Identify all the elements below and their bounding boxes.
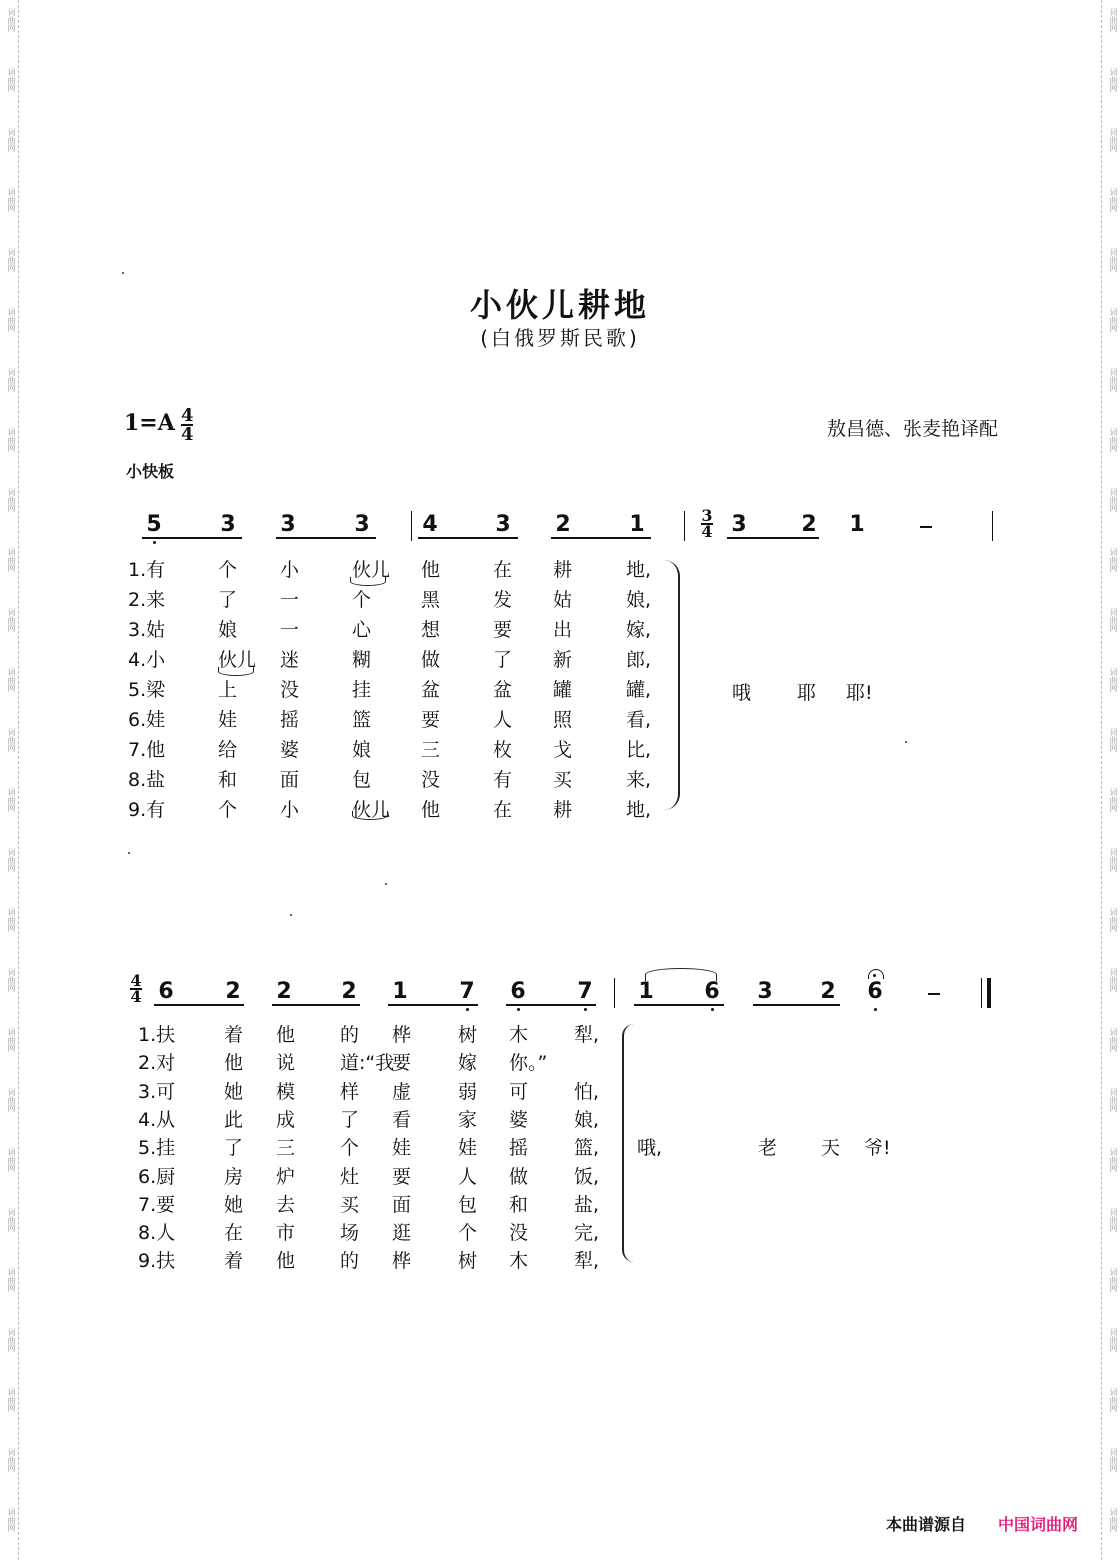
lyric-syllable: 摇 xyxy=(509,1137,529,1160)
lyric-syllable: 盆 xyxy=(421,679,441,701)
lyric-syllable: 木 xyxy=(509,1250,529,1273)
lyric-syllable: 地, xyxy=(626,799,652,821)
lyric-syllable: 个 xyxy=(218,799,238,821)
watermark-text: 词曲网 xyxy=(1109,368,1118,392)
lyric-syllable: 姑 xyxy=(553,589,573,611)
lyric-syllable: 一 xyxy=(280,589,300,611)
beam xyxy=(272,1004,360,1006)
lyric-syllable: 没 xyxy=(421,769,441,791)
lyric-syllable: 他 xyxy=(276,1250,296,1273)
watermark-text: 词曲网 xyxy=(7,428,16,452)
lyric-syllable: 1.有 xyxy=(128,559,166,581)
watermark-text: 词曲网 xyxy=(7,608,16,632)
watermark-text: 词曲网 xyxy=(1109,488,1118,512)
lyric-syllable: 道:“我 xyxy=(340,1052,395,1075)
low-octave-dot xyxy=(874,1008,877,1011)
beam xyxy=(727,537,819,539)
lyric-syllable: 人 xyxy=(493,709,513,731)
lyric-syllable: 你。” xyxy=(509,1052,548,1075)
note: 6 xyxy=(158,979,174,1004)
lyric-syllable: 盐, xyxy=(574,1193,600,1216)
lyric-syllable: 摇 xyxy=(280,709,300,731)
lyric-syllable: 来, xyxy=(626,769,652,791)
lyric-syllable: 了 xyxy=(224,1137,244,1160)
watermark-text: 词曲网 xyxy=(1109,68,1118,92)
lyric-syllable: 要 xyxy=(421,709,441,731)
lyric-syllable: 4.从 xyxy=(138,1108,176,1131)
watermark-text: 词曲网 xyxy=(1109,308,1118,332)
watermark-text: 词曲网 xyxy=(7,728,16,752)
lyric-syllable: 娘 xyxy=(352,739,372,761)
lyric-syllable: 买 xyxy=(553,769,573,791)
lyric-syllable: 犁, xyxy=(574,1250,600,1273)
lyric-syllable: 耕 xyxy=(553,799,573,821)
lyric-syllable: 去 xyxy=(276,1193,296,1216)
lyric-syllable: 个 xyxy=(218,559,238,581)
lyric-syllable: 面 xyxy=(280,769,300,791)
lyric-syllable: 个 xyxy=(340,1137,360,1160)
watermark-text: 词曲网 xyxy=(1109,1208,1118,1232)
lyric-syllable: 要 xyxy=(392,1052,412,1075)
note: 2 xyxy=(341,979,357,1004)
watermark-text: 词曲网 xyxy=(1109,8,1118,32)
lyric-syllable: 了 xyxy=(340,1108,360,1131)
lyric-syllable: 盆 xyxy=(493,679,513,701)
time-sig-top: 3 xyxy=(701,506,713,525)
watermark-text: 词曲网 xyxy=(1109,1028,1118,1052)
lyric-syllable: 逛 xyxy=(392,1222,412,1245)
lyric-syllable: 他 xyxy=(276,1024,296,1046)
low-octave-dot xyxy=(711,1008,714,1011)
lyric-syllable: 1.扶 xyxy=(138,1024,176,1046)
watermark-text: 词曲网 xyxy=(7,488,16,512)
watermark-text: 词曲网 xyxy=(1109,548,1118,572)
lyric-syllable: 7.他 xyxy=(128,739,166,761)
lyric-syllable: 迷 xyxy=(280,649,300,671)
lyric-syllable: 家 xyxy=(458,1108,478,1131)
lyric-syllable: 包 xyxy=(352,769,372,791)
barline xyxy=(614,978,615,1008)
lyric-syllable: 弱 xyxy=(458,1080,478,1103)
watermark-text: 词曲网 xyxy=(1109,1328,1118,1352)
footer-source-label: 本曲谱源自 xyxy=(886,1515,967,1534)
note: 2 xyxy=(555,512,571,537)
time-sig-top: 4 xyxy=(130,971,142,990)
scan-speck xyxy=(122,272,124,274)
lyric-syllable: 嫁, xyxy=(626,619,652,641)
lyric-syllable: 说 xyxy=(276,1052,296,1075)
watermark-text: 词曲网 xyxy=(7,188,16,212)
lyric-syllable: 了 xyxy=(493,649,513,671)
note: 1 xyxy=(392,979,408,1004)
fermata-dot xyxy=(873,974,876,977)
lyric-syllable: 怕, xyxy=(574,1080,600,1103)
note: 6 xyxy=(867,979,883,1004)
lyric-syllable: 完, xyxy=(574,1222,600,1245)
watermark-text: 词曲网 xyxy=(1109,848,1118,872)
lyric-syllable: 3.姑 xyxy=(128,619,166,641)
barline xyxy=(411,511,412,541)
lyric-syllable: 炉 xyxy=(276,1165,296,1188)
lyric-syllable: 三 xyxy=(421,739,441,761)
lyric-syllable: 她 xyxy=(224,1193,244,1216)
tempo-marking: 小快板 xyxy=(126,462,175,481)
note: 3 xyxy=(220,512,236,537)
sustain-dash xyxy=(920,526,932,528)
note: 4 xyxy=(422,512,438,537)
lyric-syllable: 嫁 xyxy=(458,1052,478,1075)
lyric-syllable: 罐 xyxy=(553,679,573,701)
lyric-syllable: 他 xyxy=(224,1052,244,1075)
lyric-syllable: 树 xyxy=(458,1024,478,1046)
lyric-syllable: 2.来 xyxy=(128,589,166,611)
beam xyxy=(634,1004,724,1006)
note: 6 xyxy=(510,979,526,1004)
lyric-syllable: 9.有 xyxy=(128,799,166,821)
note: 2 xyxy=(801,512,817,537)
lyric-syllable: 犁, xyxy=(574,1024,600,1046)
time-sig-bottom: 4 xyxy=(181,424,194,445)
note: 1 xyxy=(849,512,865,537)
lyric-syllable: 娃 xyxy=(218,709,238,731)
lyric-syllable: 5.挂 xyxy=(138,1137,176,1160)
lyric-syllable: 和 xyxy=(218,769,238,791)
time-sig-top: 4 xyxy=(181,405,194,426)
watermark-text: 词曲网 xyxy=(7,1208,16,1232)
beam xyxy=(154,1004,244,1006)
lyric-syllable: 娘, xyxy=(626,589,652,611)
lyric-syllable: 在 xyxy=(493,559,513,581)
lyric-syllable: 小 xyxy=(280,799,300,821)
lyric-syllable: 了 xyxy=(218,589,238,611)
key-signature: 1=A xyxy=(124,410,175,436)
watermark-text: 词曲网 xyxy=(1109,248,1118,272)
lyric-syllable: 有 xyxy=(493,769,513,791)
lyric-syllable: 他 xyxy=(421,559,441,581)
watermark-text: 词曲网 xyxy=(1109,728,1118,752)
watermark-text: 词曲网 xyxy=(7,68,16,92)
lyric-syllable: 包 xyxy=(458,1193,478,1216)
beam xyxy=(142,537,242,539)
note: 3 xyxy=(731,512,747,537)
lyric-syllable: 买 xyxy=(340,1193,360,1216)
refrain-word: 爷! xyxy=(864,1137,891,1159)
watermark-text: 词曲网 xyxy=(7,1088,16,1112)
lyric-syllable: 发 xyxy=(493,589,513,611)
lyric-syllable: 此 xyxy=(224,1108,244,1131)
lyric-syllable: 郎, xyxy=(626,649,652,671)
lyric-syllable: 娃 xyxy=(458,1137,478,1160)
watermark-text: 词曲网 xyxy=(1109,1388,1118,1412)
scan-speck xyxy=(905,741,907,743)
lyric-syllable: 着 xyxy=(224,1250,244,1273)
note: 6 xyxy=(704,979,720,1004)
note: 2 xyxy=(225,979,241,1004)
watermark-text: 词曲网 xyxy=(7,1328,16,1352)
note: 3 xyxy=(354,512,370,537)
beam xyxy=(418,537,518,539)
lyric-syllable: 5.梁 xyxy=(128,679,166,701)
watermark-text: 词曲网 xyxy=(7,8,16,32)
watermark-text: 词曲网 xyxy=(1109,188,1118,212)
lyric-syllable: 8.人 xyxy=(138,1222,176,1245)
sustain-dash xyxy=(928,993,940,995)
note: 5 xyxy=(146,512,162,537)
lyric-syllable: 木 xyxy=(509,1024,529,1046)
barline xyxy=(684,511,685,541)
lyric-syllable: 篮 xyxy=(352,709,372,731)
lyric-syllable: 想 xyxy=(421,619,441,641)
watermark-text: 词曲网 xyxy=(7,1268,16,1292)
note: 2 xyxy=(276,979,292,1004)
watermark-text: 词曲网 xyxy=(1109,1268,1118,1292)
note: 2 xyxy=(820,979,836,1004)
song-title: 小伙儿耕地 xyxy=(469,286,650,324)
lyric-syllable: 8.盐 xyxy=(128,769,166,791)
watermark-text: 词曲网 xyxy=(1109,668,1118,692)
watermark-text: 词曲网 xyxy=(7,1148,16,1172)
lyric-syllable: 一 xyxy=(280,619,300,641)
scan-speck xyxy=(385,883,387,885)
low-octave-dot xyxy=(153,541,156,544)
lyric-syllable: 看 xyxy=(392,1108,412,1131)
lyric-syllable: 灶 xyxy=(340,1165,360,1188)
lyric-syllable: 模 xyxy=(276,1080,296,1103)
watermark-text: 词曲网 xyxy=(7,848,16,872)
lyric-syllable: 可 xyxy=(509,1080,529,1103)
note: 1 xyxy=(638,979,654,1004)
time-signature-initial xyxy=(181,407,194,443)
lyric-syllable: 桦 xyxy=(392,1024,412,1046)
lyric-syllable: 6.娃 xyxy=(128,709,166,731)
fermata-icon xyxy=(868,969,884,979)
lyric-syllable: 桦 xyxy=(392,1250,412,1273)
lyric-syllable: 篮, xyxy=(574,1137,600,1160)
watermark-text: 词曲网 xyxy=(7,368,16,392)
scan-speck xyxy=(290,914,292,916)
beam xyxy=(506,1004,596,1006)
lyric-syllable: 伙儿 xyxy=(352,559,391,581)
watermark-text: 词曲网 xyxy=(1109,608,1118,632)
verse-brace xyxy=(622,1024,634,1262)
lyric-syllable: 人 xyxy=(458,1165,478,1188)
watermark-text: 词曲网 xyxy=(1109,1148,1118,1172)
watermark-text: 词曲网 xyxy=(7,308,16,332)
note: 1 xyxy=(629,512,645,537)
lyric-syllable: 伙儿 xyxy=(352,799,391,821)
lyric-syllable: 着 xyxy=(224,1024,244,1046)
watermark-text: 词曲网 xyxy=(7,1388,16,1412)
lyric-syllable: 3.可 xyxy=(138,1080,176,1103)
lyric-syllable: 在 xyxy=(224,1222,244,1245)
lyric-syllable: 娃 xyxy=(392,1137,412,1160)
verse-brace xyxy=(664,560,680,810)
lyric-syllable: 面 xyxy=(392,1193,412,1216)
watermark-text: 词曲网 xyxy=(1109,128,1118,152)
lyric-syllable: 树 xyxy=(458,1250,478,1273)
lyric-syllable: 新 xyxy=(553,649,573,671)
low-octave-dot xyxy=(466,1008,469,1011)
time-signature-change xyxy=(701,506,713,541)
lyric-syllable: 在 xyxy=(493,799,513,821)
watermark-text: 词曲网 xyxy=(7,1508,16,1532)
lyric-syllable: 的 xyxy=(340,1024,360,1046)
beam xyxy=(551,537,651,539)
lyric-syllable: 7.要 xyxy=(138,1193,176,1216)
lyric-syllable: 心 xyxy=(352,619,372,641)
lyric-syllable: 房 xyxy=(224,1165,244,1188)
watermark-text: 词曲网 xyxy=(7,1448,16,1472)
time-sig-bottom: 4 xyxy=(130,987,142,1006)
lyric-syllable: 娘 xyxy=(218,619,238,641)
refrain-word: 老 xyxy=(758,1137,778,1159)
low-octave-dot xyxy=(584,1008,587,1011)
note: 3 xyxy=(495,512,511,537)
watermark-text: 词曲网 xyxy=(7,1028,16,1052)
lyric-syllable: 婆 xyxy=(509,1108,529,1131)
lyric-syllable: 照 xyxy=(553,709,573,731)
lyric-syllable: 9.扶 xyxy=(138,1250,176,1273)
note: 7 xyxy=(459,979,475,1004)
lyric-syllable: 做 xyxy=(509,1165,529,1188)
lyric-syllable: 他 xyxy=(421,799,441,821)
beam xyxy=(753,1004,840,1006)
note: 3 xyxy=(757,979,773,1004)
final-barline-thin xyxy=(981,978,982,1008)
watermark-text: 词曲网 xyxy=(1109,968,1118,992)
lyric-syllable: 婆 xyxy=(280,739,300,761)
left-watermark-strip xyxy=(0,0,19,1560)
lyric-syllable: 和 xyxy=(509,1193,529,1216)
lyric-syllable: 糊 xyxy=(352,649,372,671)
lyric-syllable: 她 xyxy=(224,1080,244,1103)
lyric-syllable: 饭, xyxy=(574,1165,600,1188)
note: 3 xyxy=(280,512,296,537)
slur-mark xyxy=(350,577,386,586)
beam xyxy=(276,537,376,539)
watermark-text: 词曲网 xyxy=(7,968,16,992)
lyric-syllable: 做 xyxy=(421,649,441,671)
lyric-syllable: 成 xyxy=(276,1108,296,1131)
lyric-syllable: 小 xyxy=(280,559,300,581)
watermark-text: 词曲网 xyxy=(1109,1448,1118,1472)
refrain-word: 天 xyxy=(821,1137,841,1159)
watermark-text: 词曲网 xyxy=(1109,788,1118,812)
translator-credit: 敖昌德、张麦艳译配 xyxy=(826,418,998,440)
lyric-syllable: 罐, xyxy=(626,679,652,701)
lyric-syllable: 三 xyxy=(276,1137,296,1160)
time-sig-bottom: 4 xyxy=(701,522,713,541)
watermark-text: 词曲网 xyxy=(7,668,16,692)
lyric-syllable: 要 xyxy=(493,619,513,641)
beam xyxy=(388,1004,478,1006)
barline xyxy=(992,511,993,541)
scan-speck xyxy=(128,852,130,854)
lyric-syllable: 给 xyxy=(218,739,238,761)
lyric-syllable: 枚 xyxy=(493,739,513,761)
lyric-syllable: 2.对 xyxy=(138,1052,176,1075)
lyric-syllable: 虚 xyxy=(392,1080,412,1103)
watermark-text: 词曲网 xyxy=(7,248,16,272)
lyric-syllable: 黑 xyxy=(421,589,441,611)
watermark-text: 词曲网 xyxy=(7,548,16,572)
lyric-syllable: 个 xyxy=(458,1222,478,1245)
watermark-text: 词曲网 xyxy=(1109,1088,1118,1112)
slur-mark xyxy=(352,811,388,820)
lyric-syllable: 市 xyxy=(276,1222,296,1245)
lyric-syllable: 要 xyxy=(392,1165,412,1188)
lyric-syllable: 挂 xyxy=(352,679,372,701)
lyric-syllable: 地, xyxy=(626,559,652,581)
right-watermark-strip xyxy=(1101,0,1120,1560)
lyric-syllable: 场 xyxy=(340,1222,360,1245)
lyric-syllable: 娘, xyxy=(574,1108,600,1131)
footer-site-link[interactable]: 中国词曲网 xyxy=(998,1515,1079,1534)
lyric-syllable: 6.厨 xyxy=(138,1165,176,1188)
slur-mark xyxy=(218,667,254,676)
lyric-syllable: 个 xyxy=(352,589,372,611)
watermark-text: 词曲网 xyxy=(1109,1508,1118,1532)
watermark-text: 词曲网 xyxy=(7,908,16,932)
low-octave-dot xyxy=(517,1008,520,1011)
lyric-syllable: 戈 xyxy=(553,739,573,761)
lyric-syllable: 上 xyxy=(218,679,238,701)
song-subtitle: (白俄罗斯民歌) xyxy=(480,326,640,350)
refrain-word: 哦, xyxy=(637,1137,663,1159)
lyric-syllable: 比, xyxy=(626,739,652,761)
lyric-syllable: 伙儿 xyxy=(218,649,257,671)
watermark-text: 词曲网 xyxy=(7,788,16,812)
watermark-text: 词曲网 xyxy=(1109,908,1118,932)
lyric-syllable: 4.小 xyxy=(128,649,166,671)
refrain-word: 哦 xyxy=(732,682,752,704)
time-signature-change xyxy=(130,971,142,1006)
lyric-syllable: 没 xyxy=(280,679,300,701)
note: 7 xyxy=(577,979,593,1004)
watermark-text: 词曲网 xyxy=(7,128,16,152)
lyric-syllable: 样 xyxy=(340,1080,360,1103)
refrain-word: 耶 xyxy=(797,682,817,704)
lyric-syllable: 没 xyxy=(509,1222,529,1245)
lyric-syllable: 看, xyxy=(626,709,652,731)
lyric-syllable: 出 xyxy=(553,619,573,641)
watermark-text: 词曲网 xyxy=(1109,428,1118,452)
lyric-syllable: 的 xyxy=(340,1250,360,1273)
lyric-syllable: 耕 xyxy=(553,559,573,581)
final-barline-thick xyxy=(987,978,991,1008)
refrain-word: 耶! xyxy=(846,682,873,704)
